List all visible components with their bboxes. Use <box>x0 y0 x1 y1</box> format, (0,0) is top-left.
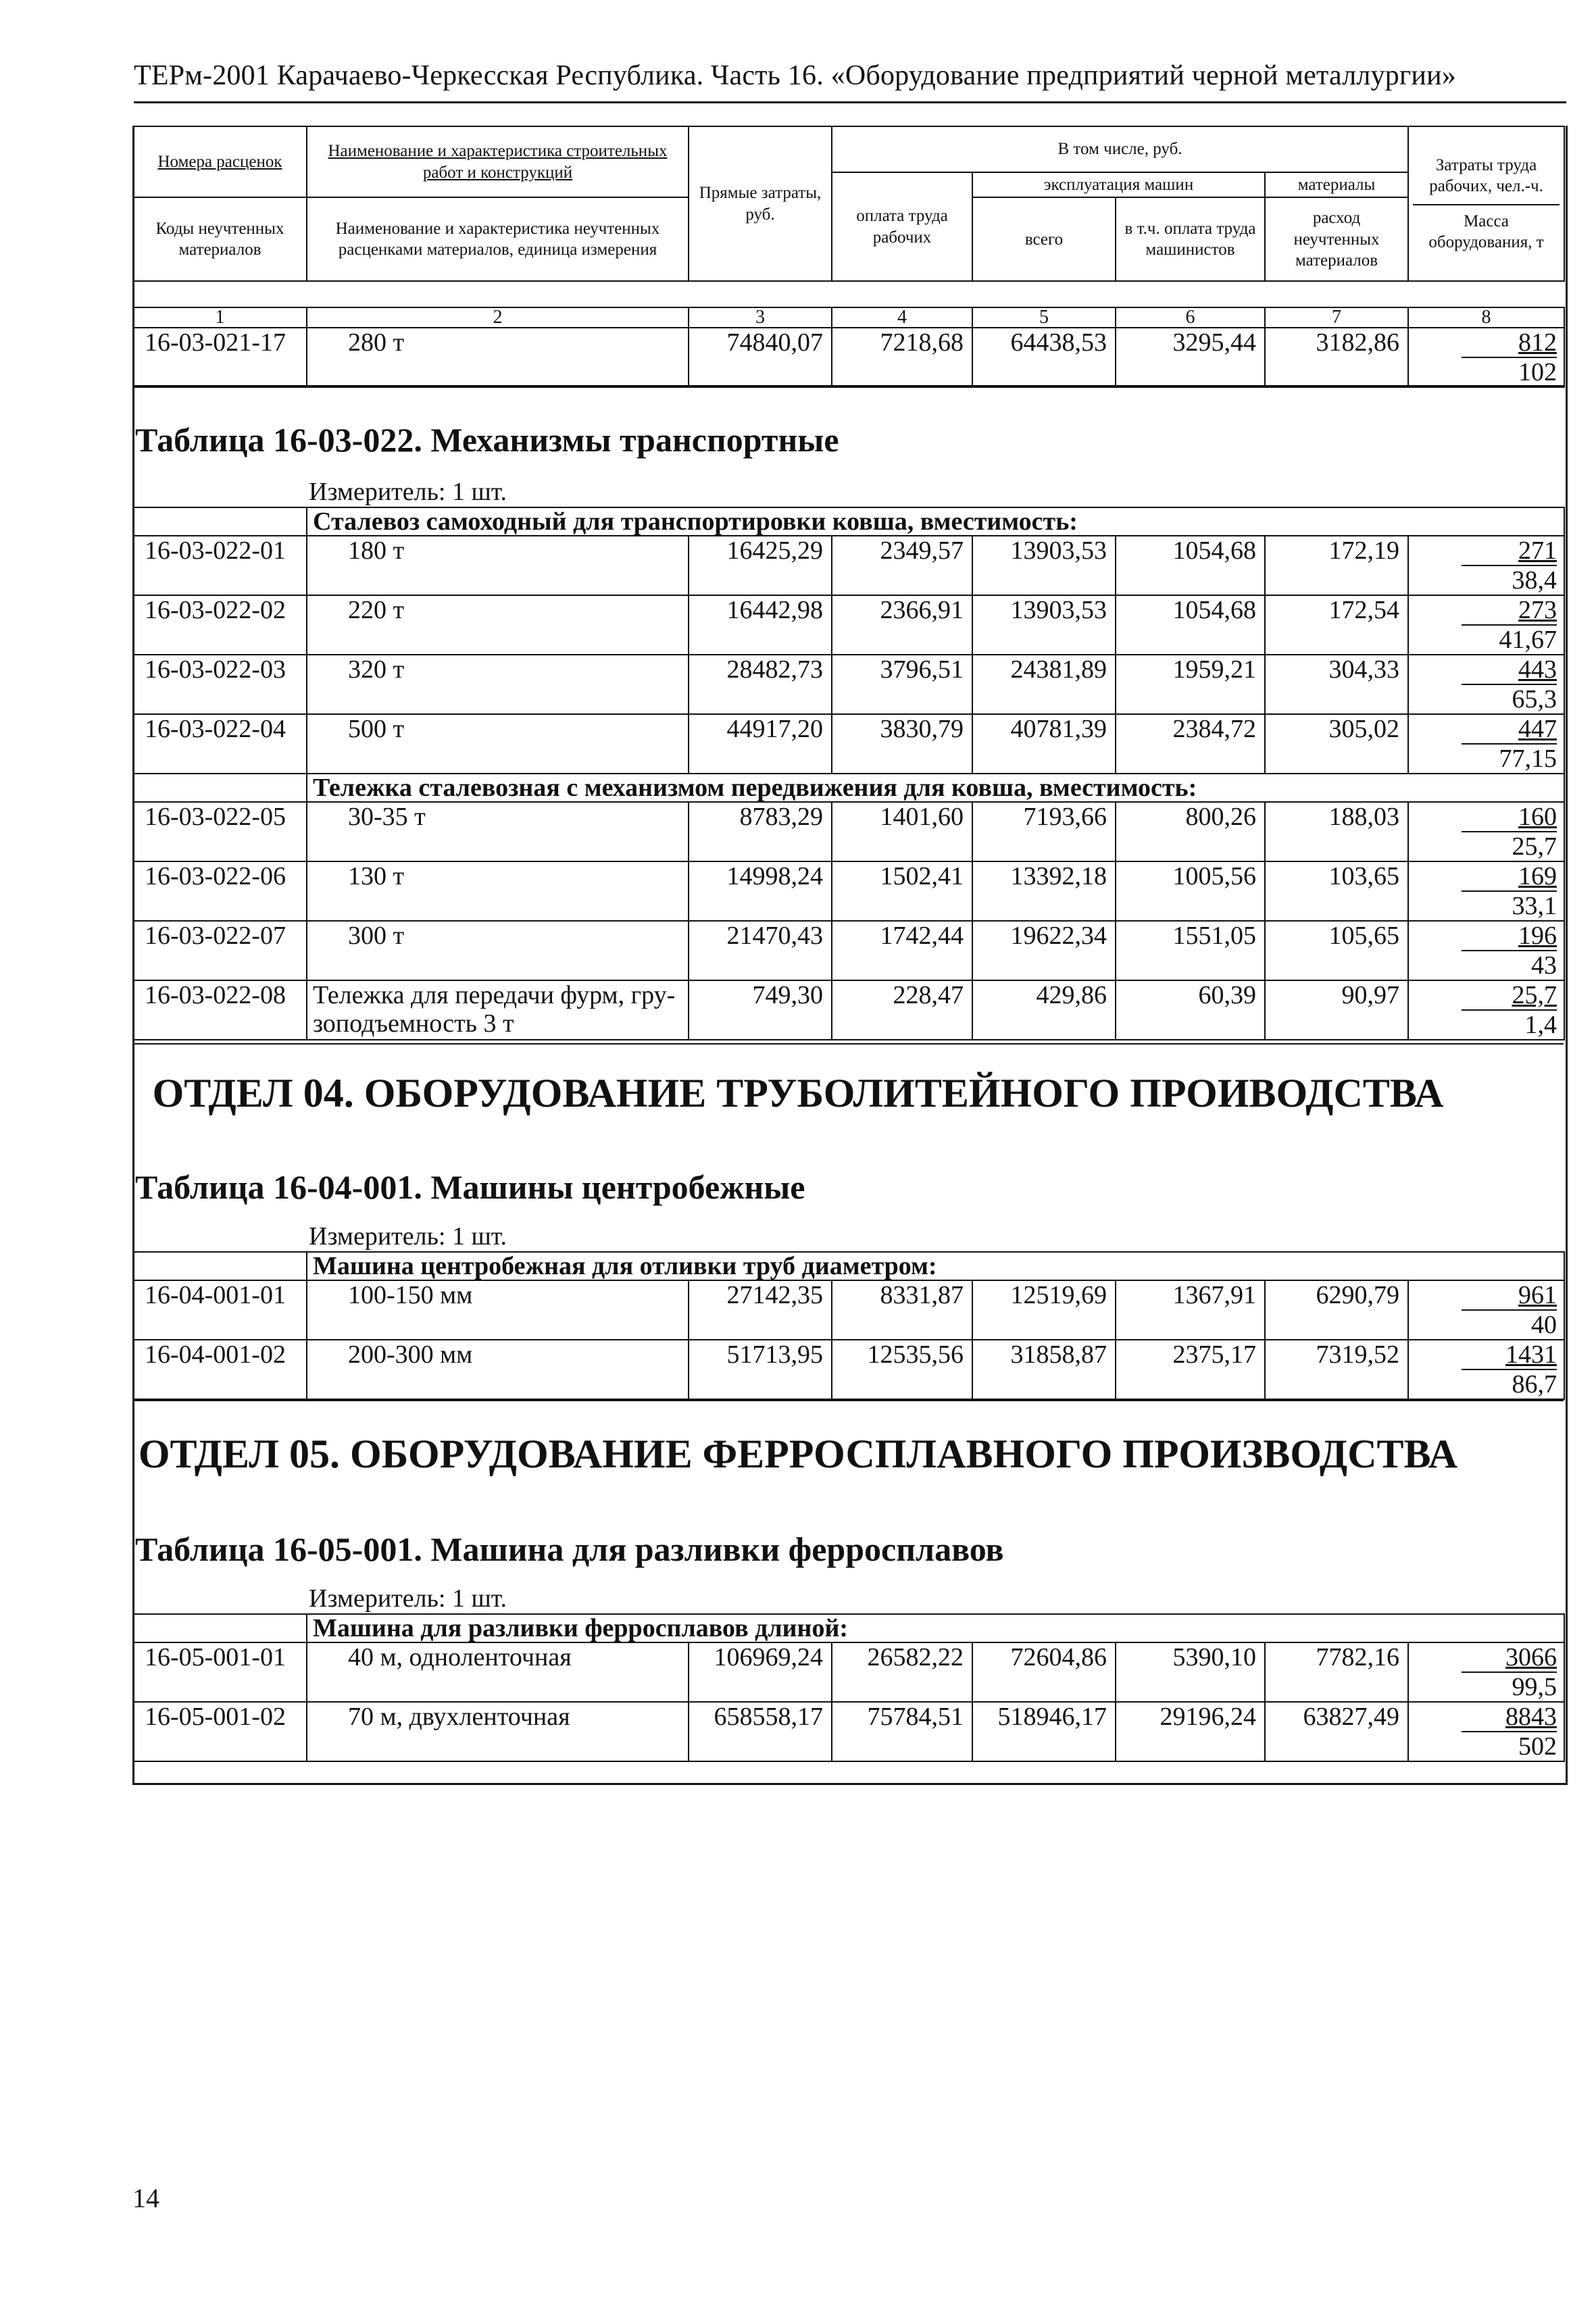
machines-total: 7193,66 <box>972 802 1116 861</box>
unit-label: Измеритель: 1 шт. <box>133 1222 1564 1252</box>
mass-value: 502 <box>1462 1731 1557 1761</box>
rate-name: 300 т <box>307 921 689 980</box>
labor-mass <box>1408 1280 1564 1340</box>
materials: 3182,86 <box>1265 328 1408 387</box>
rate-code: 16-03-022-06 <box>133 861 307 921</box>
machines-total: 12519,69 <box>972 1280 1116 1340</box>
mass-value: 38,4 <box>1462 565 1557 595</box>
machines-total: 72604,86 <box>972 1642 1116 1702</box>
labor-value: 196 <box>1518 922 1557 950</box>
wages: 3796,51 <box>832 655 972 714</box>
col-wages-header: оплата труда рабочих <box>832 172 972 281</box>
wages: 2366,91 <box>832 595 972 655</box>
unit-label: Измеритель: 1 шт. <box>133 1584 1564 1614</box>
col-unaccounted-materials-header: расход неучтенных материалов <box>1265 197 1408 281</box>
mass-value: 41,67 <box>1462 624 1557 654</box>
direct-cost: 8783,29 <box>689 802 832 861</box>
labor-mass <box>1408 861 1564 921</box>
column-numbers <box>132 307 1565 328</box>
labor-mass <box>1408 536 1564 595</box>
machinists-wages: 1005,56 <box>1116 861 1265 921</box>
separator <box>132 1043 1564 1045</box>
column-header <box>132 126 1565 282</box>
machinists-wages: 1054,68 <box>1116 536 1265 595</box>
labor-value: 169 <box>1518 862 1557 890</box>
table-row <box>133 861 1564 921</box>
wages: 3830,79 <box>832 714 972 774</box>
mass-value: 40 <box>1462 1309 1557 1339</box>
materials: 172,54 <box>1265 595 1408 655</box>
machinists-wages: 1959,21 <box>1116 655 1265 714</box>
col-materials-header: материалы <box>1265 172 1408 197</box>
labor-value: 447 <box>1518 715 1557 743</box>
rate-code: 16-05-001-01 <box>133 1642 307 1702</box>
wages: 1502,41 <box>832 861 972 921</box>
direct-cost: 658558,17 <box>689 1702 832 1761</box>
rate-name: 40 м, одноленточная <box>307 1642 689 1702</box>
col-num-5: 5 <box>972 307 1116 328</box>
direct-cost: 74840,07 <box>689 328 832 387</box>
machines-total: 13903,53 <box>972 536 1116 595</box>
mass-value: 77,15 <box>1462 743 1557 773</box>
direct-cost: 28482,73 <box>689 655 832 714</box>
rate-name: 100-150 мм <box>307 1280 689 1340</box>
direct-cost: 44917,20 <box>689 714 832 774</box>
labor-mass <box>1408 1340 1564 1399</box>
labor-value: 443 <box>1518 655 1557 684</box>
col-num-2: 2 <box>307 307 689 328</box>
mass-value: 86,7 <box>1462 1369 1557 1399</box>
col-labor-top: Затраты труда рабочих, чел.-ч. <box>1429 156 1543 196</box>
rate-name: 320 т <box>307 655 689 714</box>
labor-mass <box>1408 980 1564 1040</box>
labor-mass <box>1408 595 1564 655</box>
page-number: 14 <box>132 2183 159 2213</box>
direct-cost: 27142,35 <box>689 1280 832 1340</box>
table-row <box>133 802 1564 861</box>
section-title: ОТДЕЛ 05. ОБОРУДОВАНИЕ ФЕРРОСПЛАВНОГО ПРОИЗВОДСТВА <box>138 1432 1458 1476</box>
rate-code: 16-03-022-02 <box>133 595 307 655</box>
col-num-6: 6 <box>1116 307 1265 328</box>
wages: 1401,60 <box>832 802 972 861</box>
machinists-wages: 29196,24 <box>1116 1702 1265 1761</box>
table-row <box>133 328 1564 387</box>
wages: 2349,57 <box>832 536 972 595</box>
materials: 90,97 <box>1265 980 1408 1040</box>
running-title: ТЕРм-2001 Карачаево-Черкесская Республика. Часть 16. «Оборудование предприятий черной металлургии» <box>134 60 1456 91</box>
labor-value: 25,7 <box>1512 981 1557 1009</box>
materials: 63827,49 <box>1265 1702 1408 1761</box>
rate-name: Тележка для передачи фурм, гру- зоподъемность 3 т <box>307 980 689 1040</box>
direct-cost: 16425,29 <box>689 536 832 595</box>
rate-name: 220 т <box>307 595 689 655</box>
separator <box>132 385 1564 386</box>
labor-mass <box>1408 802 1564 861</box>
header-rule <box>134 101 1566 103</box>
table-row <box>133 714 1564 774</box>
materials: 172,19 <box>1265 536 1408 595</box>
materials: 7782,16 <box>1265 1642 1408 1702</box>
rate-code: 16-04-001-01 <box>133 1280 307 1340</box>
rate-code: 16-03-021-17 <box>133 328 307 387</box>
col-incl-header: В том числе, руб. <box>832 126 1408 172</box>
mass-value: 102 <box>1462 357 1557 386</box>
table-row <box>133 980 1564 1040</box>
wages: 228,47 <box>832 980 972 1040</box>
col-num-8: 8 <box>1408 307 1564 328</box>
machinists-wages: 60,39 <box>1116 980 1265 1040</box>
wages: 8331,87 <box>832 1280 972 1340</box>
machinists-wages: 1367,91 <box>1116 1280 1265 1340</box>
separator <box>132 1400 1564 1401</box>
rate-code: 16-03-022-01 <box>133 536 307 595</box>
wages: 12535,56 <box>832 1340 972 1399</box>
machines-total: 64438,53 <box>972 328 1116 387</box>
table-16-04-001 <box>132 1222 1565 1400</box>
machines-total: 24381,89 <box>972 655 1116 714</box>
mass-value: 25,7 <box>1462 831 1557 861</box>
wages: 26582,22 <box>832 1642 972 1702</box>
rate-code: 16-03-022-08 <box>133 980 307 1040</box>
labor-value: 1431 <box>1505 1340 1557 1369</box>
rate-name: 30-35 т <box>307 802 689 861</box>
table-row <box>133 1280 1564 1340</box>
group-heading: Сталевоз самоходный для транспортировки ковша, вместимость: <box>307 507 1564 536</box>
machinists-wages: 1054,68 <box>1116 595 1265 655</box>
machinists-wages: 2375,17 <box>1116 1340 1265 1399</box>
rate-code: 16-03-022-07 <box>133 921 307 980</box>
table-title: Таблица 16-03-022. Механизмы транспортные <box>135 421 839 459</box>
labor-value: 8843 <box>1505 1703 1557 1731</box>
labor-value: 961 <box>1518 1281 1557 1309</box>
labor-mass <box>1408 1702 1564 1761</box>
table-row <box>133 1642 1564 1702</box>
rate-name: 500 т <box>307 714 689 774</box>
table-row <box>133 595 1564 655</box>
table-16-05-001 <box>132 1584 1565 1762</box>
labor-mass <box>1408 714 1564 774</box>
col-codes-header-top: Номера расценок <box>133 126 307 197</box>
materials: 7319,52 <box>1265 1340 1408 1399</box>
table-row <box>133 1702 1564 1761</box>
table-title: Таблица 16-05-001. Машина для разливки ферросплавов <box>135 1530 1004 1568</box>
materials: 188,03 <box>1265 802 1408 861</box>
labor-mass <box>1408 921 1564 980</box>
col-direct-header: Прямые затраты, руб. <box>689 126 832 281</box>
col-machines-header: эксплуатация машин <box>972 172 1265 197</box>
machinists-wages: 3295,44 <box>1116 328 1265 387</box>
machinists-wages: 5390,10 <box>1116 1642 1265 1702</box>
machinists-wages: 1551,05 <box>1116 921 1265 980</box>
rate-code: 16-05-001-02 <box>133 1702 307 1761</box>
table-title: Таблица 16-04-001. Машины центробежные <box>135 1168 805 1206</box>
wages: 75784,51 <box>832 1702 972 1761</box>
mass-value: 65,3 <box>1462 684 1557 713</box>
labor-mass <box>1408 1642 1564 1702</box>
labor-value: 812 <box>1518 328 1557 357</box>
machines-total: 429,86 <box>972 980 1116 1040</box>
table-row <box>133 536 1564 595</box>
labor-value: 3066 <box>1505 1643 1557 1671</box>
col-machinists-header: в т.ч. оплата труда машинистов <box>1116 197 1265 281</box>
direct-cost: 749,30 <box>689 980 832 1040</box>
machines-total: 19622,34 <box>972 921 1116 980</box>
machinists-wages: 2384,72 <box>1116 714 1265 774</box>
direct-cost: 21470,43 <box>689 921 832 980</box>
mass-value: 99,5 <box>1462 1671 1557 1701</box>
rate-code: 16-03-022-03 <box>133 655 307 714</box>
rate-name: 180 т <box>307 536 689 595</box>
table-row <box>133 921 1564 980</box>
mass-value: 1,4 <box>1462 1009 1557 1039</box>
materials: 304,33 <box>1265 655 1408 714</box>
col-num-4: 4 <box>832 307 972 328</box>
rate-code: 16-04-001-02 <box>133 1340 307 1399</box>
machines-total: 31858,87 <box>972 1340 1116 1399</box>
rate-name: 200-300 мм <box>307 1340 689 1399</box>
col-name-header-bottom: Наименование и характеристика неучтенных расценками материалов, единица измерения <box>307 197 689 281</box>
materials: 6290,79 <box>1265 1280 1408 1340</box>
direct-cost: 51713,95 <box>689 1340 832 1399</box>
machines-total: 40781,39 <box>972 714 1116 774</box>
col-name-header-top: Наименование и характеристика строительных работ и конструкций <box>307 126 689 197</box>
group-heading: Машина для разливки ферросплавов длиной: <box>307 1614 1564 1642</box>
table-row <box>133 1340 1564 1399</box>
materials: 103,65 <box>1265 861 1408 921</box>
unit-label: Измеритель: 1 шт. <box>133 477 1564 507</box>
machinists-wages: 800,26 <box>1116 802 1265 861</box>
col-num-7: 7 <box>1265 307 1408 328</box>
direct-cost: 16442,98 <box>689 595 832 655</box>
rate-code: 16-03-022-05 <box>133 802 307 861</box>
labor-value: 160 <box>1518 803 1557 831</box>
direct-cost: 106969,24 <box>689 1642 832 1702</box>
materials: 305,02 <box>1265 714 1408 774</box>
rate-name: 70 м, двухленточная <box>307 1702 689 1761</box>
table-row <box>133 655 1564 714</box>
rate-name: 130 т <box>307 861 689 921</box>
machines-total: 13392,18 <box>972 861 1116 921</box>
col-labor-header <box>1408 126 1564 281</box>
rate-code: 16-03-022-04 <box>133 714 307 774</box>
col-mass-bottom: Масса оборудования, т <box>1428 211 1544 251</box>
mass-value: 43 <box>1462 950 1557 980</box>
col-codes-header-bottom: Коды неучтенных материалов <box>133 197 307 281</box>
machines-total: 518946,17 <box>972 1702 1116 1761</box>
group-heading: Тележка сталевозная с механизмом передвижения для ковша, вместимость: <box>307 774 1564 802</box>
col-machines-total-header: всего <box>972 197 1116 281</box>
labor-mass <box>1408 328 1564 387</box>
col-num-3: 3 <box>689 307 832 328</box>
labor-mass <box>1408 655 1564 714</box>
wages: 1742,44 <box>832 921 972 980</box>
group-heading: Машина центробежная для отливки труб диаметром: <box>307 1252 1564 1280</box>
carry-over-table <box>132 327 1565 388</box>
rate-name: 280 т <box>307 328 689 387</box>
labor-value: 273 <box>1518 596 1557 624</box>
machines-total: 13903,53 <box>972 595 1116 655</box>
table-16-03-022 <box>132 477 1565 1040</box>
col-num-1: 1 <box>133 307 307 328</box>
direct-cost: 14998,24 <box>689 861 832 921</box>
wages: 7218,68 <box>832 328 972 387</box>
materials: 105,65 <box>1265 921 1408 980</box>
labor-value: 271 <box>1518 536 1557 565</box>
section-title: ОТДЕЛ 04. ОБОРУДОВАНИЕ ТРУБОЛИТЕЙНОГО ПРОИВОДСТВА <box>152 1071 1444 1115</box>
mass-value: 33,1 <box>1462 890 1557 920</box>
